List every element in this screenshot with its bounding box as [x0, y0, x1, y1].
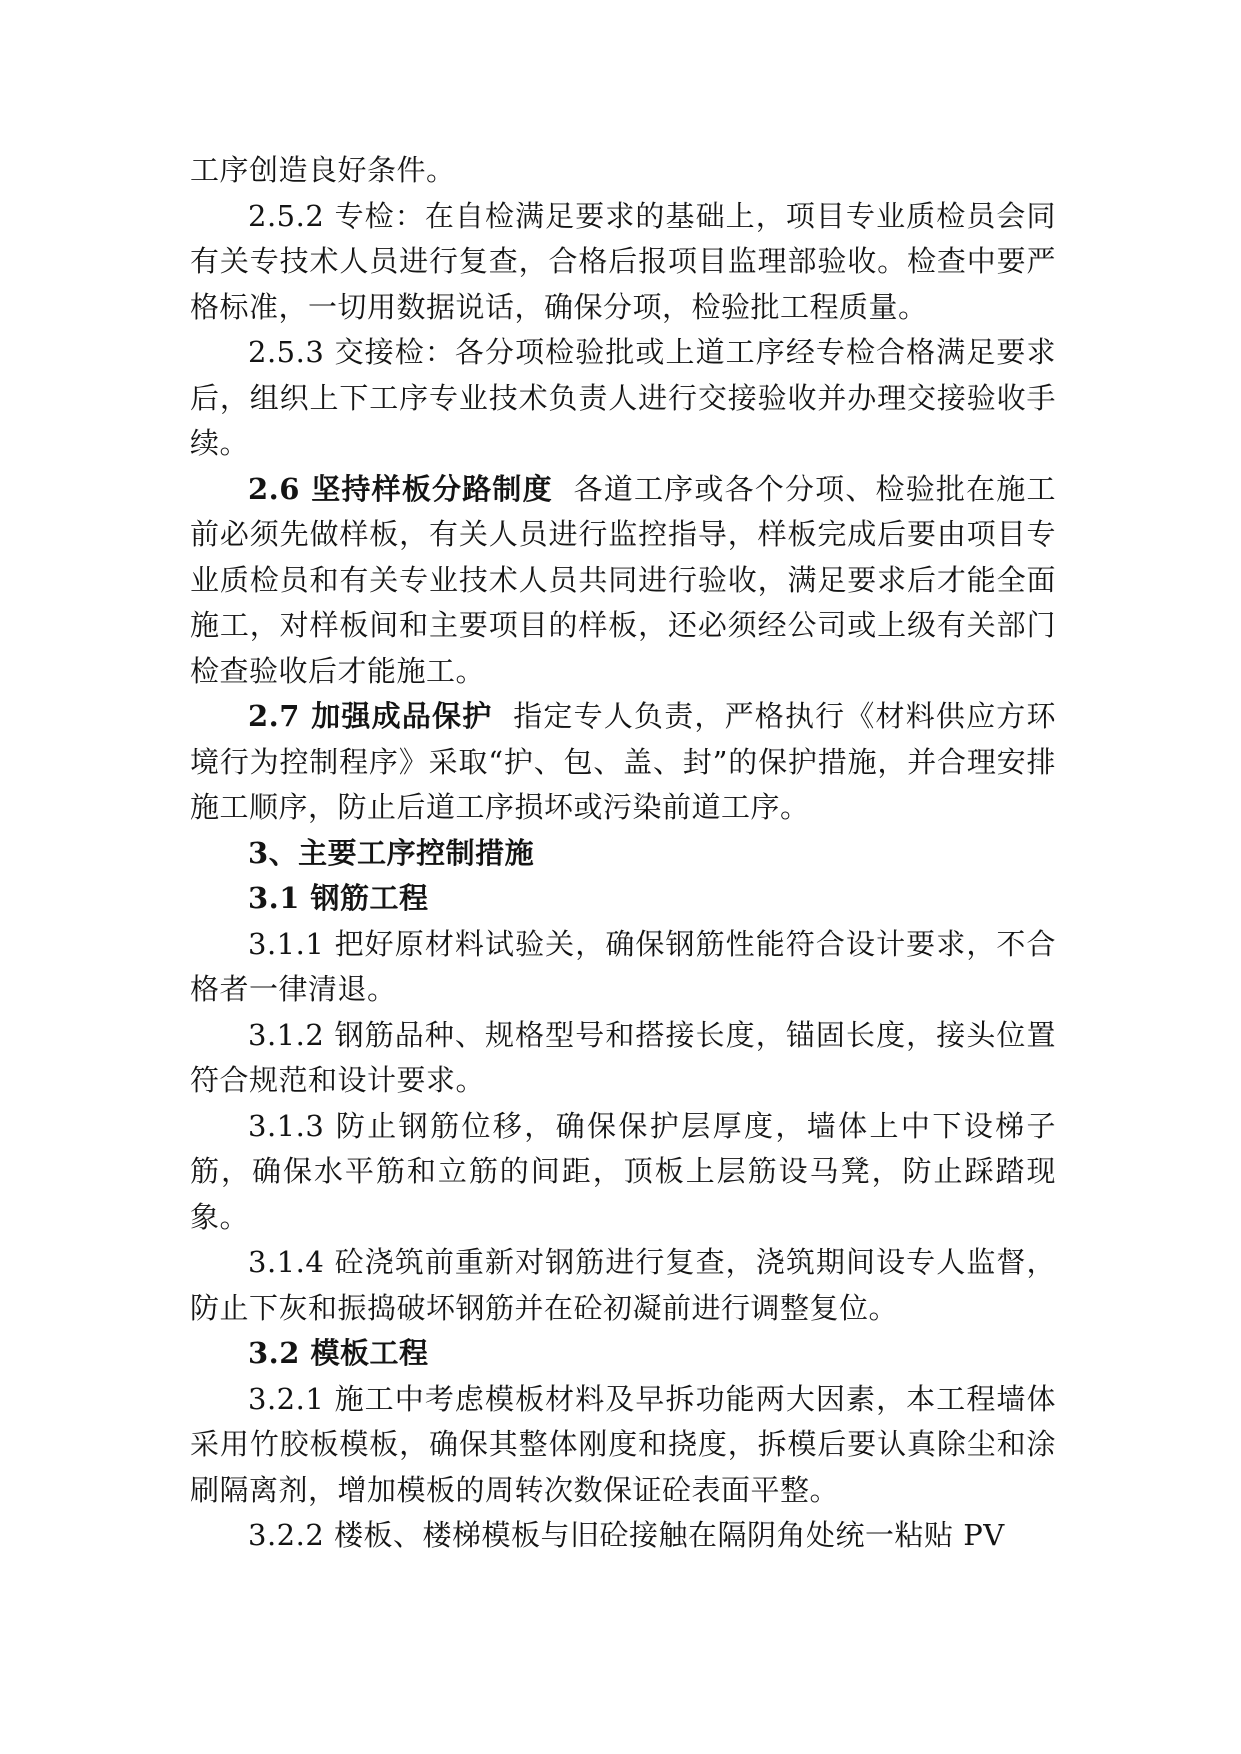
paragraph-3-1-3: 3.1.3 防止钢筋位移，确保保护层厚度，墙体上中下设梯子筋，确保水平筋和立筋的间距，顶板上层筋设马凳，防止踩踏现象。 — [190, 1108, 1056, 1234]
paragraph-3-2-2: 3.2.2 楼板、楼梯模板与旧砼接触在隔阴角处统一粘贴 PV — [248, 1518, 1005, 1552]
section-title-2-6: 2.6 坚持样板分路制度 — [248, 471, 553, 506]
section-text-2-6: 各道工序或各个分项、检验批在施工前必须先做样板，有关人员进行监控指导，样板完成后要由项目专业质检员和有关专业技术人员共同进行验收，满足要求后才能全面施工，对样板间和主要项目的样板，还必须经公司或上级有关部门检查验收后才能施工。 — [190, 471, 1056, 688]
paragraph-3-1-2: 3.1.2 钢筋品种、规格型号和搭接长度，锚固长度，接头位置符合规范和设计要求。 — [190, 1017, 1056, 1097]
paragraph-2-5-2: 2.5.2 专检：在自检满足要求的基础上，项目专业质检员会同有关专技术人员进行复查，合格后报项目监理部验收。检查中要严格标准，一切用数据说话，确保分项，检验批工程质量。 — [190, 198, 1056, 324]
heading-3-2: 3.2 模板工程 — [248, 1336, 429, 1370]
section-title-2-7: 2.7 加强成品保护 — [248, 699, 493, 733]
paragraph-3-2-1: 3.2.1 施工中考虑模板材料及早拆功能两大因素，本工程墙体采用竹胶板模板，确保其整体刚度和挠度，拆模后要认真除尘和涂刷隔离剂，增加模板的周转次数保证砼表面平整。 — [190, 1381, 1056, 1507]
paragraph-2-5-3: 2.5.3 交接检：各分项检验批或上道工序经专检合格满足要求后，组织上下工序专业技术负责人进行交接验收并办理交接验收手续。 — [190, 335, 1056, 460]
document-body — [190, 148, 1056, 1559]
paragraph-3-1-4: 3.1.4 砼浇筑前重新对钢筋进行复查，浇筑期间设专人监督，防止下灰和振捣破坏钢筋并在砼初凝前进行调整复位。 — [190, 1245, 1056, 1325]
paragraph-2-6 — [190, 467, 1056, 695]
heading-section-3: 3、主要工序控制措施 — [248, 835, 535, 870]
section-text-2-7: 指定专人负责，严格执行《材料供应方环境行为控制程序》采取“护、包、盖、封”的保护措施，并合理安排施工顺序，防止后道工序损坏或污染前道工序。 — [190, 699, 1056, 824]
heading-3-1: 3.1 钢筋工程 — [248, 881, 429, 915]
paragraph-3-1-1: 3.1.1 把好原材料试验关，确保钢筋性能符合设计要求，不合格者一律清退。 — [190, 926, 1056, 1006]
paragraph-continuation: 工序创造良好条件。 — [190, 153, 456, 187]
paragraph-2-7 — [190, 694, 1056, 831]
